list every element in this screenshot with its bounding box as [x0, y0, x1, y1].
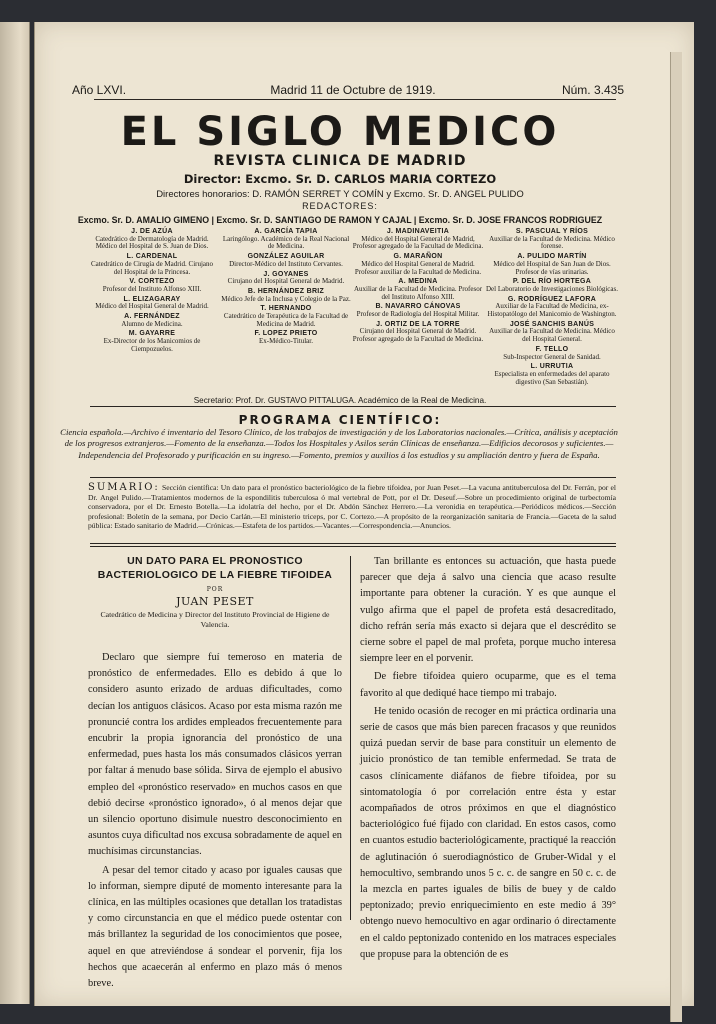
secretary-line: Secretario: Prof. Dr. GUSTAVO PITTALUGA. Académico de la Real de Medicina. — [193, 396, 487, 405]
senior-editors-row: Excmo. Sr. D. AMALIO GIMENO | Excmo. Sr. D. SANTIAGO DE RAMON Y CAJAL | Excmo. Sr. D. JOSE FRANCOS RODRIGUEZ — [77, 215, 603, 225]
staff-entry — [486, 228, 618, 251]
staff-entry — [352, 228, 484, 251]
programa-text: Ciencia española.—Archivo é inventario del Tesoro Clínico, de los trabajos de investigación y de los Laboratorios nacionales.—Crítica, análisis y aceptación de los progresos extranjeros.—Fomento de la enseñanza.—Todos los Hospitales y Asilos serán Clínicas de enseñanza.—Edificios decorosos y suficientes.—Independencia del Profesorado y purificación en su ingreso.—Fomento, premios y auxilios á los estudios y su ampliación dentro y fuera de España. — [60, 427, 618, 460]
staff-name: A. PULIDO MARTÍN — [517, 253, 587, 261]
staff-name: B. HERNÁNDEZ BRIZ — [247, 287, 325, 295]
staff-description: Profesor de Radiología del Hospital Militar. — [356, 310, 480, 319]
paragraph: Tan brillante es entonces su actuación, que hasta puede parecer que deja á salvo una ciencia que acaso resulte importante para obtener la curación. Y es que aunque el vulgo afirma que el papel de profeta está desacreditado, dicho refrán sería más exacto si dejara que el descrédito se cierne sobre el papel de mal profeta, porque mucho interesa siempre leer en el porvenir. — [360, 556, 616, 665]
staff-name: J. GOYANES — [263, 270, 309, 278]
article-body-right — [360, 554, 616, 963]
article-left-column — [88, 554, 342, 992]
staff-description: Médico del Hospital de San Juan de Dios. Profesor de vías urinarias. — [493, 259, 611, 276]
paragraph: A pesar del temor citado y acaso por iguales causas que lo informan, siempre diputé de momento interesante para la clínica, en las múltiples ocasiones que detallan los tratadistas y como circunstancia en que el médico puede ostentar con más brillantez la seguridad de los conocimientos que posee, aquel en que atreviéndose á sondear el porvenir, fija los hechos que acaecerán al enfermo en plazo más ó menos breve. — [88, 864, 342, 990]
staff-entry — [220, 271, 352, 286]
previous-page-edge — [0, 22, 30, 1004]
staff-entry — [352, 253, 484, 276]
staff-column-2 — [220, 228, 352, 348]
staff-entry — [352, 278, 484, 301]
header-rule — [94, 99, 616, 100]
sumario — [88, 483, 616, 531]
staff-entry — [486, 278, 618, 293]
article-title: UN DATO PARA EL PRONOSTICO BACTERIOLOGICO DE LA FIEBRE TIFOIDEA — [97, 555, 333, 581]
staff-description: Médico del Hospital General de Madrid. — [95, 302, 209, 311]
staff-name: S. PASCUAL Y RÍOS — [515, 228, 589, 235]
paragraph: He tenido ocasión de recoger en mi práctica ordinaria una serie de casos que más bien parecen fracasos y que reunidos quizá puedan servir de base para constituir un elemento de juicio pronóstico de tan temible enfermedad. Se trata de casos clínicamente diáfanos de fiebre tifoidea, por su sintomatología ó por correlación entre ésta y estar acompañados de otros próximos en que el diagnóstico bacteriológico fué fijado con claridad. En estos casos, como en cuantos estudio bacteriológicamente, practiqué la reacción de aglutinación ó suerodiagnóstico de Gruber-Widal y el hemocultivo, sembrando unos 5 c. c. de sangre en 50 c. c. de la mezcla en partes iguales de bilis de buey y de caldo peptonizado; previo enriquecimiento en este medio á 39° obtengo nuevo hemocultivo en agar ordinario ó directamente en el caldo peptonizado contenido en los matraces especiales que propuse para la obtención de es — [360, 705, 616, 960]
staff-description: Ex-Médico-Titular. — [259, 337, 313, 346]
staff-name: G. MARAÑON — [393, 253, 443, 261]
staff-entry — [220, 330, 352, 345]
staff-name: J. MADINAVEITIA — [386, 228, 450, 235]
staff-name: L. CARDENAL — [126, 253, 178, 261]
issue-date: Madrid 11 de Octubre de 1919. — [270, 83, 436, 97]
staff-name: L. URRUTIA — [530, 363, 574, 371]
staff-description: Catedrático de Terapéutica de la Facultad de Medicina de Madrid. — [223, 312, 349, 328]
staff-entry — [220, 288, 352, 303]
staff-name: T. HERNANDO — [260, 305, 312, 313]
staff-name: F. LOPEZ PRIETO — [254, 330, 318, 338]
staff-name: P. DEL RÍO HORTEGA — [512, 278, 592, 286]
staff-entry — [86, 313, 218, 328]
staff-column-4 — [486, 228, 618, 388]
staff-entry — [86, 330, 218, 353]
director-line: Director: Excmo. Sr. D. CARLOS MARIA CORTEZO — [183, 172, 497, 186]
staff-description: Catedrático de Dermatología de Madrid. Médico del Hospital de S. Juan de Dios. — [95, 234, 209, 251]
staff-entry — [486, 253, 618, 276]
staff-entry — [352, 321, 484, 344]
staff-name: G. RODRÍGUEZ LAFORA — [507, 295, 597, 303]
issue-number: Núm. 3.435 — [561, 83, 624, 97]
staff-name: A. GARCÍA TAPIA — [254, 228, 318, 235]
staff-entry — [486, 296, 618, 319]
honorary-directors: Directores honorarios: D. RAMÓN SERRET Y COMÍN y Excmo. Sr. D. ANGEL PULIDO — [156, 189, 524, 200]
article-author: JUAN PESET — [176, 595, 254, 608]
staff-description: Auxiliar de la Facultad de Medicina, ex-Histopatólogo del Manicomio de Washington. — [487, 302, 617, 319]
sumario-text: Sección científica: Un dato para el pronóstico bacteriológico de la fiebre tifoidea, por Juan Peset.—La vacuna antituberculosa del Dr. Ferrán, por el Dr. Angel Pulido.—Tratamientos modernos de la espondilitis tuberculosa ó mal vertebral de Pott, por el Dr. Deseuf.—Sobre un procedimiento original de turbectomía conservadora, por el Dr. Ernesto Botella.—La idolatría del hecho, por el Dr. Abdón Sánchez Herrero.—La veronidia en terapéutica.—Periódicos médicos.—Sección profesional: Boletín de la semana, por Decio Carlán.—El ministerio triceps, por C. Cortezo.—A propósito de la reorganización sanitaria de Francia.—Gaceta de la salud pública: Estado sanitario de Madrid.—Crónicas.—Estafeta de los partidos.—Vacantes.—Correspondencia.—Anuncios. — [88, 483, 616, 530]
staff-description: Catedrático de Cirugía de Madrid. Cirujano del Hospital de la Princesa. — [90, 259, 214, 276]
masthead-subtitle: REVISTA CLINICA DE MADRID — [213, 153, 467, 169]
staff-description: Auxiliar de la Facultad de Medicina. Profesor del Instituto Alfonso XIII. — [353, 284, 483, 301]
staff-description: Auxiliar de la Facultad de Medicina. Médico forense. — [489, 234, 615, 251]
staff-name: A. FERNÁNDEZ — [124, 313, 180, 321]
article-body-left — [88, 650, 342, 992]
staff-entry — [86, 296, 218, 311]
staff-name: J. DE AZÚA — [131, 228, 173, 235]
staff-name: A. MEDINA — [398, 278, 438, 286]
staff-name: L. ELIZAGARAY — [123, 295, 181, 303]
issue-year: Año LXVI. — [72, 83, 127, 97]
staff-column-1 — [86, 228, 218, 356]
staff-description: Médico del Hospital General de Madrid, Profesor agregado de la Facultad de Medicina. — [352, 234, 484, 251]
staff-description: Médico del Hospital General de Madrid. Profesor auxiliar de la Facultad de Medicina. — [354, 259, 482, 276]
staff-entry — [86, 278, 218, 293]
staff-name: JOSÉ SANCHIS BANÚS — [509, 320, 595, 328]
staff-description: Especialista en enfermedades del aparato digestivo (San Sebastián). — [494, 369, 610, 386]
staff-entry — [86, 228, 218, 251]
staff-entry — [220, 305, 352, 328]
staff-name: GONZÁLEZ AGUILAR — [247, 253, 325, 261]
staff-entry — [486, 346, 618, 361]
masthead-title: EL SIGLO MEDICO — [120, 109, 560, 155]
sumario-rule-bottom — [90, 546, 616, 547]
staff-description: Sub-Inspector General de Sanidad. — [503, 352, 601, 361]
staff-name: F. TELLO — [535, 345, 569, 353]
programa-rule — [90, 477, 616, 478]
staff-description: Médico Jefe de la Inclusa y Colegio de la Paz. — [221, 294, 351, 303]
article-right-column — [360, 554, 616, 963]
staff-description: Director-Médico del Instituto Cervantes. — [229, 259, 343, 268]
paragraph: Declaro que siempre fuí temeroso en materia de pronóstico de enfermedades. Ello es debido á que lo considero asunto erizado de arduas dificultades, como decían los antiguos clásicos. Acaso por esta misma razón me pronuncié contra los ardides empleados frecuentemente para encubrir la propia ignorancia del pronóstico de una enfermedad, pues hasta los más consumados clásicos yerran por faltar á menudo base sólida. Sirva de ejemplo el abusivo empleo del «pronóstico reservado» en muchos casos en que debió decirse «pronóstico ignorado», ó al menos dejar que un silencio oportuno disimule nuestro desconocimiento en asuntos cuya dificultad nos excusa sobradamente de aquel en muchísimas circunstancias. — [88, 652, 342, 858]
staff-name: V. CORTEZO — [129, 278, 175, 286]
staff-name: M. GAYARRE — [128, 330, 176, 338]
staff-description: Del Laboratorio de Investigaciones Biológicas. — [486, 284, 618, 293]
staff-description: Laringólogo. Académico de la Real Nacional de Medicina. — [222, 234, 350, 251]
redactores-heading: REDACTORES: — [302, 201, 378, 211]
staff-entry — [486, 321, 618, 344]
staff-description: Profesor del Instituto Alfonso XIII. — [102, 284, 202, 293]
staff-name: J. ORTIZ DE LA TORRE — [376, 320, 460, 328]
paragraph: De fiebre tifoidea quiero ocuparme, que es el tema favorito al que dediqué hace tiempo mi trabajo. — [360, 671, 616, 699]
sumario-rule-top — [90, 543, 616, 544]
staff-rule — [90, 406, 616, 407]
column-divider — [350, 556, 351, 920]
article-affiliation: Catedrático de Medicina y Director del Instituto Provincial de Higiene de Valencia. — [100, 610, 330, 629]
staff-entry — [220, 253, 352, 268]
staff-column-3 — [352, 228, 484, 346]
staff-entry — [86, 253, 218, 276]
staff-description: Ex-Director de los Manicomios de Ciempozuelos. — [103, 337, 201, 353]
article-by: POR — [206, 586, 224, 593]
programa-heading: PROGRAMA CIENTÍFICO: — [238, 413, 442, 427]
staff-description: Auxiliar de la Facultad de Medicina. Médico del Hospital General. — [489, 327, 615, 344]
staff-entry — [220, 228, 352, 251]
staff-description: Cirujano del Hospital General de Madrid. Profesor agregado de la Facultad de Medicina. — [352, 327, 484, 344]
staff-name: B. NAVARRO CÁNOVAS — [375, 303, 461, 311]
next-page-edge — [670, 52, 682, 1022]
staff-entry — [486, 363, 618, 386]
staff-description: Cirujano del Hospital General de Madrid. — [227, 277, 345, 286]
staff-entry — [352, 303, 484, 318]
staff-description: Alumno de Medicina. — [121, 319, 183, 328]
sumario-label: SUMARIO: — [88, 482, 160, 493]
